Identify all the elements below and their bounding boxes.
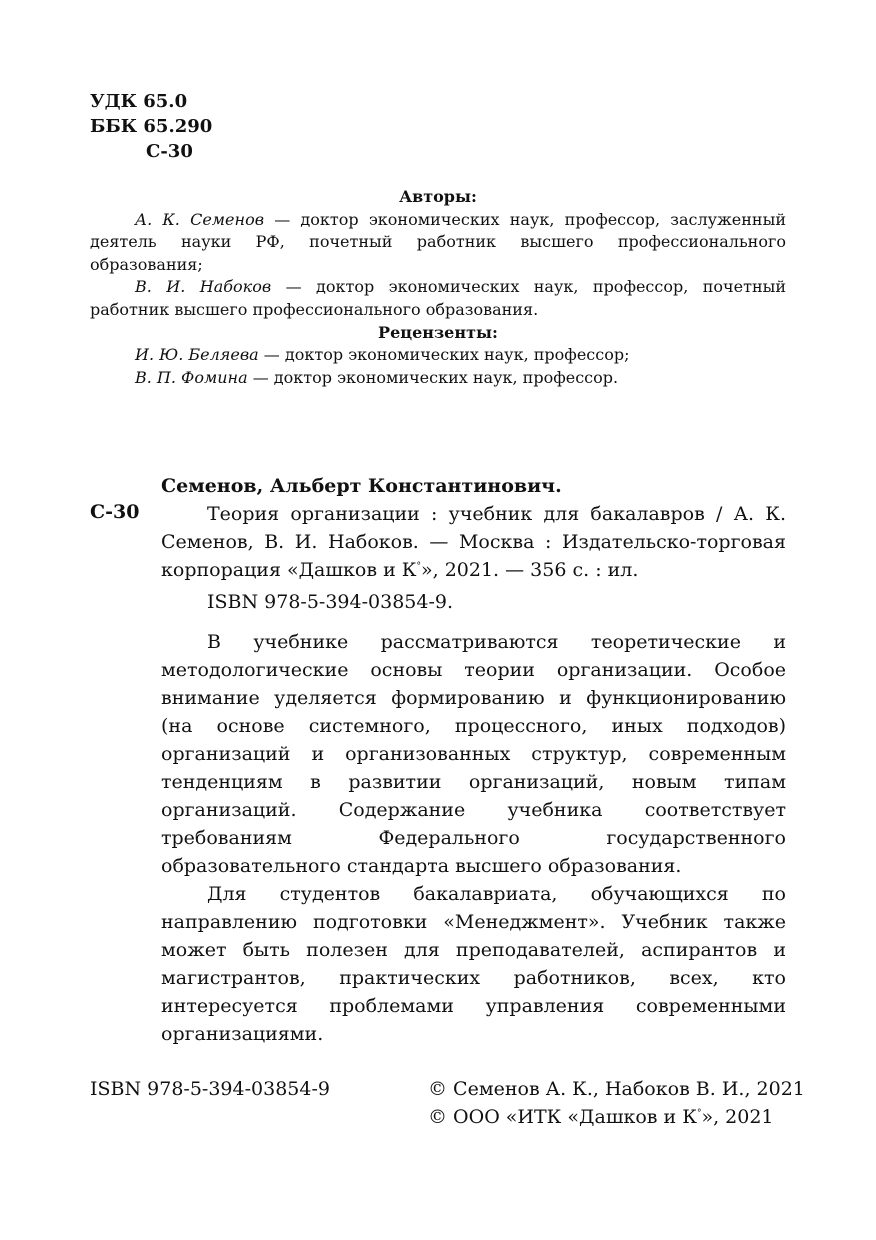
udk-code: УДК 65.0 (90, 91, 188, 112)
author-entry (90, 209, 786, 277)
author-entry (90, 276, 786, 321)
card-description-text: Теория организации : учебник для бакалавров / А. К. Семенов, В. И. Набоков. — Москва : Издательско-торговая корпорация «Дашков и К (161, 503, 786, 581)
annotation-paragraph: В учебнике рассматриваются теоретические и методологические основы теории организации. Особое внимание уделяется формированию и функционированию (на основе системного, процессного, иных подходов) организаций и организованных структур, современным тенденциям в развитии организаций, новым типам организаций. Содержание учебника соответствует требованиям Федерального государственного образовательного стандарта высшего образования. (161, 631, 786, 877)
credits-block (90, 186, 786, 389)
reviewer-entry (90, 367, 786, 390)
catalog-card (161, 472, 786, 616)
reviewer-entry (90, 344, 786, 367)
author-name: А. К. Семенов (135, 209, 265, 229)
copyright-year: », 2021 (701, 1106, 774, 1128)
bbk-code: ББК 65.290 (90, 116, 213, 137)
reviewer-desc: — доктор экономических наук, профессор. (247, 367, 619, 387)
card-isbn: ISBN 978-5-394-03854-9. (207, 591, 454, 613)
author-mark: С-30 (146, 141, 193, 162)
card-heading: Семенов, Альберт Константинович. (161, 475, 562, 497)
author-desc: — доктор экономических наук, профессор, заслуженный деятель науки РФ, почетный работник высшего профессионального образования; (90, 209, 786, 274)
degree-mark: ° (696, 1108, 702, 1119)
copyright-line (428, 1103, 805, 1131)
reviewers-heading: Рецензенты: (378, 322, 498, 342)
copyright-text: © ООО «ИТК «Дашков и К (428, 1106, 697, 1128)
card-author-mark: С-30 (90, 501, 140, 523)
annotation-paragraph: Для студентов бакалавриата, обучающихся по направлению подготовки «Менеджмент». Учебник также может быть полезен для преподавателей, аспирантов и магистрантов, практических работников, всех, кто интересуется проблемами управления современными организациями. (161, 883, 786, 1045)
reviewer-name: В. П. Фомина (135, 367, 248, 387)
card-description (161, 500, 786, 584)
reviewer-name: И. Ю. Беляева (135, 345, 259, 365)
authors-heading: Авторы: (399, 187, 477, 206)
degree-mark: ° (416, 561, 421, 572)
card-description-end: », 2021. — 356 с. : ил. (421, 559, 639, 581)
author-name: В. И. Набоков (135, 277, 272, 297)
copyright-block (428, 1075, 805, 1131)
footer-isbn: ISBN 978-5-394-03854-9 (90, 1078, 330, 1100)
classification-block (90, 89, 212, 164)
author-desc: — доктор экономических наук, профессор, почетный работник высшего профессионального образования. (90, 277, 786, 319)
copyright-line: © Семенов А. К., Набоков В. И., 2021 (428, 1078, 805, 1100)
footer-isbn-block (90, 1075, 330, 1103)
reviewer-desc: — доктор экономических наук, профессор; (258, 345, 630, 365)
annotation (161, 628, 786, 1048)
